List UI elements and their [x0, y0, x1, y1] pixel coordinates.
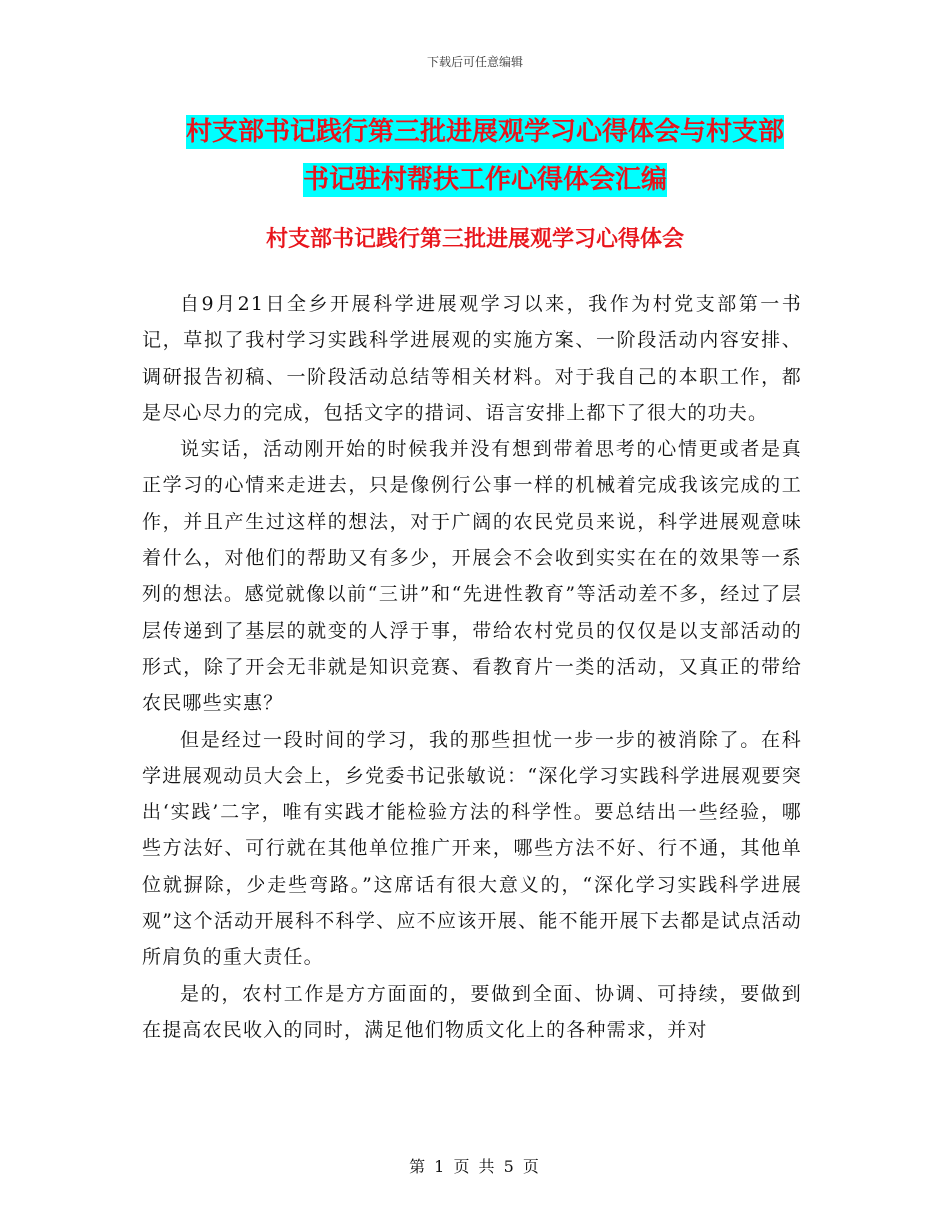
paragraph-3: 但是经过一段时间的学习，我的那些担忧一步一步的被消除了。在科学进展观动员大会上，乡党委书记张敏说：“深化学习实践科学进展观要突出‘实践’二字，唯有实践才能检验方法的科学性。要总结出一些经验，哪些方法好、可行就在其他单位推广开来，哪些方法不好、行不通，其他单位就摒除，少走些弯路。”这席话有很大意义的，“深化学习实践科学进展观”这个活动开展科不科学、应不应该开展、能不能开展下去都是试点活动所肩负的重大责任。 — [142, 728, 802, 969]
document-title-line-1: 村支部书记践行第三批进展观学习心得体会与村支部 — [185, 117, 784, 147]
document-title — [150, 108, 820, 204]
body-text — [142, 286, 802, 1048]
document-title-line-2: 书记驻村帮扶工作心得体会汇编 — [302, 165, 667, 195]
header-note: 下载后可任意编辑 — [426, 55, 523, 69]
paragraph-2: 说实话，活动刚开始的时候我并没有想到带着思考的心情更或者是真正学习的心情来走进去，只是像例行公事一样的机械着完成我该完成的工作，并且产生过这样的想法，对于广阔的农民党员来说，科学进展观意味着什么，对他们的帮助又有多少，开展会不会收到实实在在的效果等一系列的想法。感觉就像以前“三讲”和“先进性教育”等活动差不多，经过了层层传递到了基层的就变的人浮于事，带给农村党员的仅仅是以支部活动的形式，除了开会无非就是知识竞赛、看教育片一类的活动，又真正的带给农民哪些实惠？ — [142, 438, 802, 715]
paragraph-1: 自9月21日全乡开展科学进展观学习以来，我作为村党支部第一书记，草拟了我村学习实践科学进展观的实施方案、一阶段活动内容安排、调研报告初稿、一阶段活动总结等相关材料。对于我自己的本职工作，都是尽心尽力的完成，包括文字的措词、语言安排上都下了很大的功夫。 — [142, 293, 802, 424]
paragraph-4: 是的，农村工作是方方面面的，要做到全面、协调、可持续，要做到在提高农民收入的同时，满足他们物质文化上的各种需求，并对 — [142, 982, 802, 1041]
section-title: 村支部书记践行第三批进展观学习心得体会 — [265, 227, 684, 252]
page-number-footer: 第 1 页 共 5 页 — [409, 1157, 541, 1176]
